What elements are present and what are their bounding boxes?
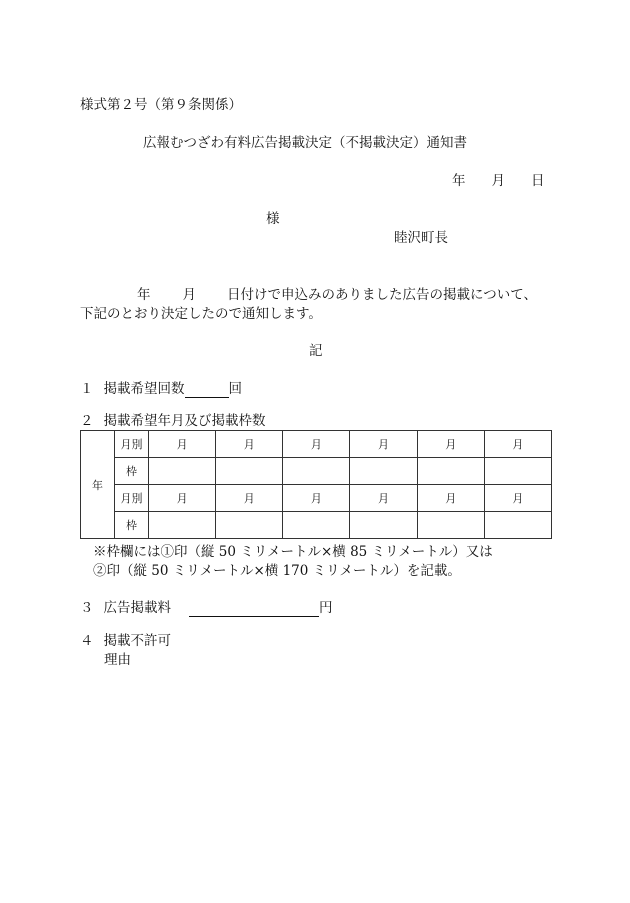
frame-cell[interactable] [417,458,484,485]
item-3-unit: 円 [319,600,333,616]
recipient-suffix: 様 [266,211,280,227]
item-4-number: ４ [80,633,94,649]
month-cell: 月 [216,485,283,512]
body-line-2: 下記のとおり決定したので通知します。 [80,306,322,322]
date-year-label: 年 [452,173,466,189]
form-number: 様式第２号（第９条関係） [80,97,242,113]
item-3 [80,599,333,617]
item-4-label: 掲載不許可 [103,633,171,649]
frame-row-label: 枠 [115,458,149,485]
month-cell: 月 [149,485,216,512]
frame-cell[interactable] [350,512,417,539]
ki-heading: 記 [309,343,323,359]
table-row [81,431,552,458]
frame-row-label: 枠 [115,512,149,539]
frame-cell[interactable] [283,458,350,485]
month-cell: 月 [484,485,551,512]
item-1-label: 掲載希望回数 [103,381,185,397]
month-cell: 月 [350,485,417,512]
table-row [81,512,552,539]
item-1-count-field[interactable] [185,383,229,398]
document-title: 広報むつざわ有料広告掲載決定（不掲載決定）通知書 [143,135,467,151]
item-1-unit: 回 [228,381,242,397]
item-4-reason-label: 理由 [104,652,131,668]
item-1 [80,380,242,398]
body-month-label: 月 [182,287,196,303]
year-cell [81,431,115,539]
frame-cell[interactable] [149,458,216,485]
table-row [81,458,552,485]
month-cell: 月 [216,431,283,458]
table-row [81,485,552,512]
frame-cell[interactable] [484,512,551,539]
month-cell: 月 [484,431,551,458]
year-cell-label: 年 [92,478,103,492]
issuer: 睦沢町長 [394,230,448,246]
frame-cell[interactable] [216,512,283,539]
frame-cell[interactable] [484,458,551,485]
item-1-number: １ [80,381,94,397]
month-row-label: 月別 [115,431,149,458]
month-cell: 月 [283,485,350,512]
month-row-label: 月別 [115,485,149,512]
frame-note-line-1: ※枠欄には①印（縦 50 ミリメートル×横 85 ミリメートル）又は [93,544,493,560]
frame-cell[interactable] [149,512,216,539]
item-4 [80,632,171,650]
item-2-label: 掲載希望年月及び掲載枠数 [103,413,266,429]
month-cell: 月 [417,431,484,458]
item-2 [80,412,266,430]
body-line-1 [137,286,537,304]
date-day-label: 日 [531,173,545,189]
item-3-number: ３ [80,600,94,616]
month-cell: 月 [417,485,484,512]
frame-cell[interactable] [216,458,283,485]
date-month-label: 月 [491,173,505,189]
frame-cell[interactable] [417,512,484,539]
item-2-number: ２ [80,413,94,429]
item-3-fee-field[interactable] [189,602,319,617]
body-year-label: 年 [137,287,151,303]
notice-date [452,172,545,190]
month-cell: 月 [283,431,350,458]
frame-cell[interactable] [283,512,350,539]
month-cell: 月 [149,431,216,458]
frame-cell[interactable] [350,458,417,485]
month-cell: 月 [350,431,417,458]
item-3-label: 広告掲載料 [103,600,171,616]
schedule-table [80,430,552,539]
frame-note-line-2: ②印（縦 50 ミリメートル×横 170 ミリメートル）を記載。 [93,563,461,579]
body-line-1-rest: 日付けで申込みのありました広告の掲載について、 [227,287,537,303]
